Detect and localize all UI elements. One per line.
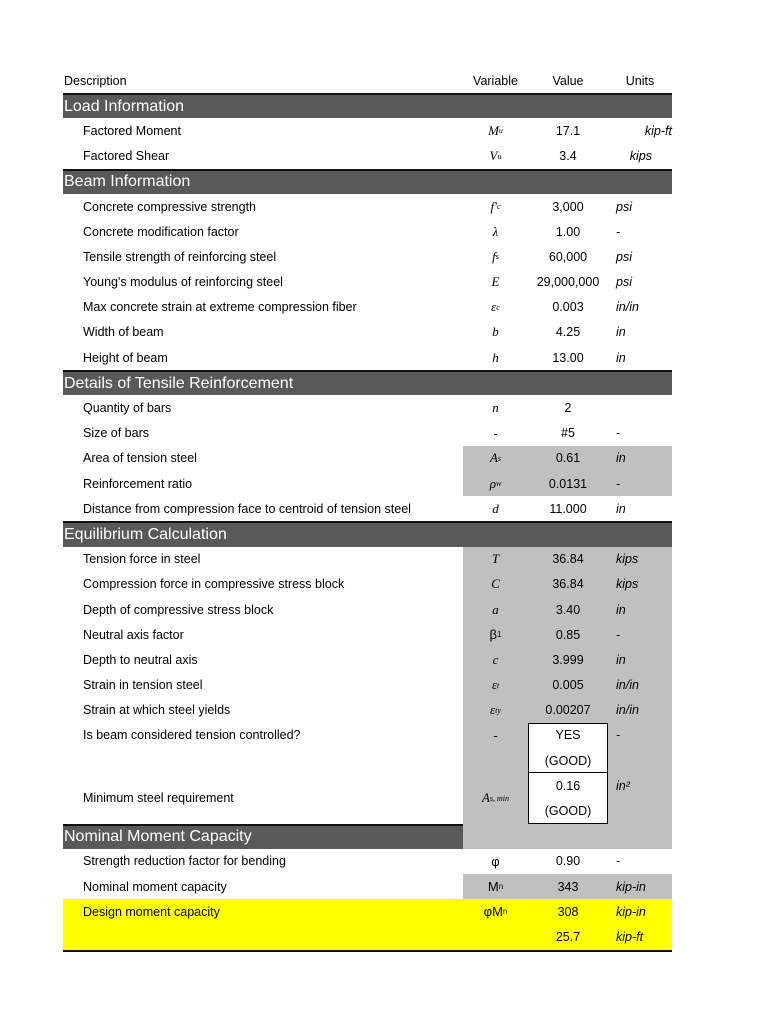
- row-description: Depth to neutral axis: [83, 652, 198, 667]
- row-value: 0.0131: [548, 476, 588, 491]
- row-variable: d: [492, 500, 499, 516]
- row-unit: in²: [616, 778, 630, 793]
- table-row: [63, 118, 672, 143]
- section-equilibrium-calculation: Equilibrium Calculation: [63, 521, 672, 546]
- row-variable: M n: [487, 879, 504, 895]
- col-variable: Variable: [473, 73, 518, 88]
- table-row: [63, 673, 672, 698]
- bottom-rule: [63, 950, 672, 952]
- table-row: [63, 723, 672, 773]
- table-row: [63, 320, 672, 345]
- row-unit: -: [616, 476, 621, 491]
- row-unit: [616, 395, 672, 420]
- row-description: Depth of compressive stress block: [83, 602, 274, 617]
- table-row: [63, 773, 672, 823]
- row-value: 60,000: [548, 249, 588, 264]
- row-value: 0.00207: [545, 703, 591, 718]
- row-description: Strength reduction factor for bending: [83, 854, 286, 869]
- row-variable: c: [492, 651, 499, 667]
- row-description: Distance from compression face to centroid of tension steel: [83, 501, 411, 516]
- section-nominal-moment-capacity: Nominal Moment Capacity: [63, 824, 672, 849]
- row-variable: f s: [492, 248, 499, 264]
- row-unit: kip-ft: [644, 123, 672, 138]
- row-description: Area of tension steel: [83, 451, 197, 466]
- table-row-highlight: [63, 924, 672, 949]
- table-row: [63, 698, 672, 723]
- row-variable: T: [491, 551, 500, 567]
- table-row: [63, 572, 672, 597]
- row-description: Tensile strength of reinforcing steel: [83, 249, 277, 264]
- row-value: 0.61: [555, 451, 581, 466]
- row-value: 17.1: [555, 123, 581, 138]
- column-header-row: [63, 68, 672, 93]
- row-value: YES: [555, 728, 581, 743]
- row-unit: in: [616, 325, 626, 340]
- table-row: [63, 471, 672, 496]
- col-value: Value: [552, 73, 584, 88]
- row-unit: in: [616, 350, 626, 365]
- row-variable: λ: [492, 223, 499, 239]
- table-row: [63, 622, 672, 647]
- table-row: [63, 345, 672, 370]
- row-value-status: (GOOD): [544, 753, 592, 768]
- table-row: [63, 144, 672, 169]
- table-row: [63, 446, 672, 471]
- row-description: Concrete compressive strength: [83, 199, 256, 214]
- row-value: 2: [564, 401, 572, 416]
- table-row: [63, 874, 672, 899]
- row-description: Minimum steel requirement: [83, 791, 234, 806]
- row-variable: φM n: [483, 904, 508, 920]
- row-description: Size of bars: [83, 426, 150, 441]
- row-unit: psi: [616, 249, 632, 264]
- row-variable: -: [493, 727, 498, 743]
- row-variable: -: [493, 425, 498, 441]
- row-variable: E: [491, 274, 500, 290]
- row-variable: ε c: [491, 299, 500, 315]
- row-unit: psi: [616, 199, 632, 214]
- row-unit: -: [616, 426, 621, 441]
- row-value: 4.25: [555, 325, 581, 340]
- beam-design-sheet: [63, 68, 672, 952]
- row-description: Compression force in compressive stress block: [83, 577, 345, 592]
- row-description: Factored Moment: [83, 123, 181, 138]
- row-description: Strain at which steel yields: [83, 703, 231, 718]
- row-description: Nominal moment capacity: [83, 879, 227, 894]
- row-unit: kips: [629, 149, 652, 164]
- table-row-highlight: [63, 899, 672, 924]
- row-description: Strain in tension steel: [83, 678, 203, 693]
- section-tensile-reinforcement: Details of Tensile Reinforcement: [63, 370, 672, 395]
- row-unit: in/in: [616, 703, 639, 718]
- row-variable: A s: [489, 450, 502, 466]
- table-row: [63, 647, 672, 672]
- row-value: 25.7: [555, 930, 581, 944]
- row-value: 36.84: [552, 552, 584, 567]
- row-unit: in: [616, 501, 626, 516]
- col-description: Description: [64, 73, 127, 88]
- row-value: 343: [557, 879, 579, 894]
- row-value: 0.90: [555, 854, 581, 869]
- row-unit: in: [616, 652, 626, 667]
- row-value: 0.85: [555, 627, 581, 642]
- row-value: 308: [557, 904, 579, 919]
- table-row: [63, 496, 672, 521]
- table-row: [63, 194, 672, 219]
- row-unit: kips: [616, 552, 639, 567]
- row-unit: kip-ft: [616, 930, 644, 944]
- row-unit: kip-in: [616, 879, 646, 894]
- row-description: Neutral axis factor: [83, 627, 184, 642]
- row-unit: kips: [616, 577, 639, 592]
- table-row: [63, 547, 672, 572]
- row-value: 13.00: [552, 350, 584, 365]
- row-unit: -: [616, 854, 621, 869]
- row-description: Design moment capacity: [83, 904, 220, 919]
- row-unit: in/in: [616, 678, 639, 693]
- row-value: 0.005: [552, 678, 584, 693]
- row-unit: psi: [616, 275, 632, 290]
- row-unit: -: [616, 728, 621, 743]
- row-value: 1.00: [555, 224, 581, 239]
- row-description: Is beam considered tension controlled?: [83, 728, 301, 743]
- section-beam-information: Beam Information: [63, 169, 672, 194]
- row-variable: b: [492, 324, 499, 340]
- row-value: 3.4: [559, 149, 577, 164]
- row-unit: kip-in: [616, 904, 646, 919]
- row-unit: in/in: [616, 300, 639, 315]
- row-description: Factored Shear: [83, 149, 170, 164]
- row-value: 0.003: [552, 300, 584, 315]
- col-units: Units: [625, 73, 655, 88]
- row-variable: φ: [491, 853, 500, 869]
- row-value: #5: [561, 426, 575, 441]
- row-variable: ε t: [491, 677, 500, 693]
- equilibrium-block: [63, 547, 672, 824]
- row-unit: -: [616, 224, 621, 239]
- row-value-status: (GOOD): [544, 804, 592, 819]
- table-row: [63, 597, 672, 622]
- row-variable: β 1: [489, 627, 502, 643]
- row-description: Max concrete strain at extreme compression fiber: [83, 300, 357, 315]
- table-row: [63, 244, 672, 269]
- table-row: [63, 295, 672, 320]
- table-row: [63, 421, 672, 446]
- row-variable: f' c: [490, 198, 501, 214]
- row-unit: -: [616, 627, 621, 642]
- row-description: Tension force in steel: [83, 552, 201, 567]
- row-variable: h: [492, 349, 499, 365]
- row-variable: a: [492, 601, 499, 617]
- row-description: Young's modulus of reinforcing steel: [83, 275, 283, 290]
- row-variable: M u: [488, 122, 503, 138]
- table-row: [63, 270, 672, 295]
- row-unit: in: [616, 602, 626, 617]
- section-load-information: Load Information: [63, 93, 672, 118]
- row-variable: V u: [489, 148, 502, 164]
- row-value: 3,000: [552, 199, 584, 214]
- row-unit: in: [616, 451, 626, 466]
- row-value: 36.84: [552, 577, 584, 592]
- row-value: 3.40: [555, 602, 581, 617]
- row-variable: ε ty: [490, 702, 501, 718]
- row-description: Height of beam: [83, 350, 168, 365]
- row-variable: A s, min: [481, 790, 510, 806]
- row-description: Reinforcement ratio: [83, 476, 193, 491]
- row-description: Width of beam: [83, 325, 164, 340]
- row-variable: ρ w: [489, 475, 502, 491]
- row-variable: C: [491, 576, 500, 592]
- table-row: [63, 395, 672, 420]
- row-variable: n: [492, 400, 499, 416]
- row-value: 0.16: [555, 778, 581, 793]
- row-value: 3.999: [552, 652, 584, 667]
- row-description: Concrete modification factor: [83, 224, 239, 239]
- table-row: [63, 849, 672, 874]
- row-description: Quantity of bars: [83, 401, 172, 416]
- table-row: [63, 219, 672, 244]
- row-value: 11.000: [549, 501, 587, 516]
- row-value: 29,000,000: [536, 275, 600, 290]
